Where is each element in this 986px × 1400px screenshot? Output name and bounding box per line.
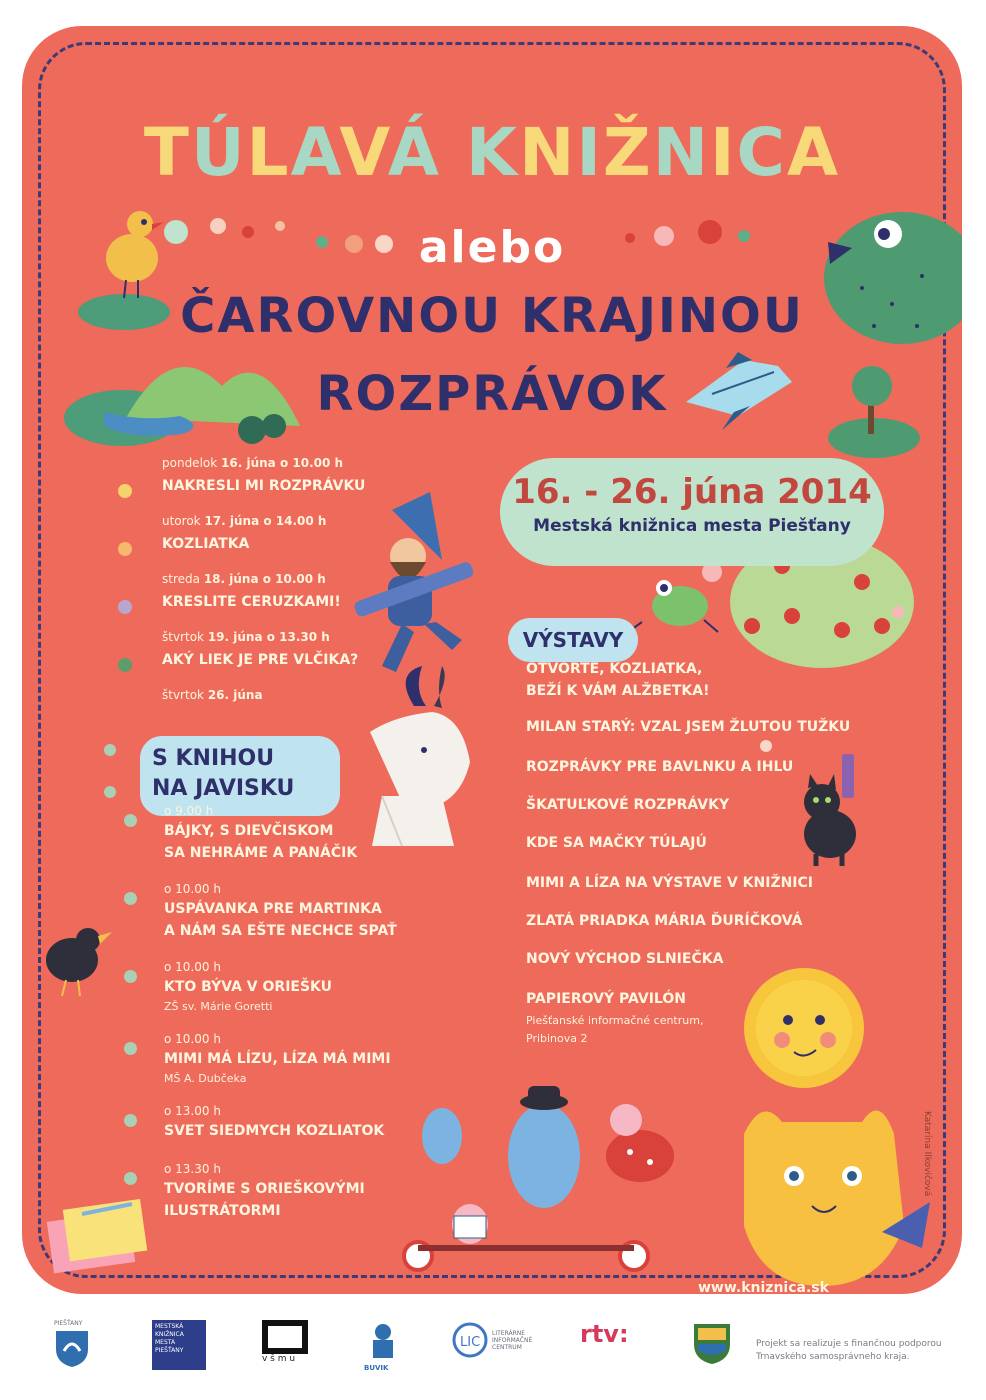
exhibition-item: PAPIEROVÝ PAVILÓN [526, 991, 686, 1007]
schedule-sub: ZŠ sv. Márie Goretti [164, 1000, 273, 1013]
website-link[interactable]: www.kniznica.sk [698, 1280, 829, 1296]
event-date: pondelok 16. júna o 10.00 h [162, 456, 344, 470]
schedule-title: USPÁVANKA PRE MARTINKA [164, 901, 382, 917]
schedule-dot [124, 814, 137, 827]
region-crest-icon [690, 1320, 734, 1368]
sun-icon [744, 968, 864, 1088]
poster [22, 26, 962, 1294]
event-title: AKÝ LIEK JE PRE VLČIKA? [162, 652, 359, 668]
exhibition-item: BEŽÍ K VÁM ALŽBETKA! [526, 683, 710, 699]
event-date: utorok 17. júna o 14.00 h [162, 514, 327, 528]
date-banner [500, 458, 884, 566]
schedule-title: BÁJKY, S DIEVČISKOM [164, 823, 334, 839]
schedule-time: o 13.30 h [164, 1162, 221, 1176]
exhibition-item: OTVORTE, KOZLIATKA, [526, 661, 703, 677]
library-logo-icon: MESTSKÁ KNIŽNICA MESTA PIEŠŤANY [152, 1320, 206, 1370]
schedule-time: o 10.00 h [164, 1032, 221, 1046]
notepad-icon [47, 1199, 147, 1273]
event-title: KRESLITE CERUZKAMI! [162, 594, 341, 610]
schedule-sub: MŠ A. Dubčeka [164, 1072, 247, 1085]
poster-title: TÚLAVÁ KNIŽNICA [143, 114, 841, 191]
lic-logo-icon: LIC LITERÁRNE INFORMAČNÉ CENTRUM [452, 1320, 488, 1364]
schedule-title: KTO BÝVA V ORIEŠKU [164, 979, 333, 995]
event-date: štvrtok 26. júna [162, 688, 263, 702]
schedule-title: MIMI MÁ LÍZU, LÍZA MÁ MIMI [164, 1051, 391, 1067]
subtitle-line-2: ROZPRÁVOK [316, 366, 668, 422]
title-connector: alebo [418, 222, 566, 273]
svg-text:LIC: LIC [460, 1335, 481, 1350]
exhibition-item: NOVÝ VÝCHOD SLNIEČKA [526, 951, 724, 967]
venue: Mestská knižnica mesta Piešťany [533, 516, 851, 536]
rtvs-logo-icon: rtv: [580, 1320, 629, 1348]
city-crest-icon: PIEŠŤANY [52, 1320, 92, 1371]
schedule-dot [124, 1172, 137, 1185]
exhibition-sub: Pribinova 2 [526, 1032, 588, 1045]
event-date: štvrtok 19. júna o 13.30 h [162, 630, 330, 644]
exhibition-item: ROZPRÁVKY PRE BAVLNKU A IHLU [526, 759, 794, 775]
schedule-title: TVORÍME S ORIEŠKOVÝMI [164, 1181, 365, 1197]
event-dot [118, 658, 132, 672]
black-cat-icon [804, 754, 856, 866]
schedule-title: ILUSTRÁTORMI [164, 1203, 281, 1219]
event-dot [118, 600, 132, 614]
schedule-dot [124, 1114, 137, 1127]
exhibition-item: ZLATÁ PRIADKA MÁRIA ĎURÍČKOVÁ [526, 913, 803, 929]
schedule-dot [124, 1042, 137, 1055]
gnome-with-pencil-icon [353, 492, 475, 672]
exhibition-item: KDE SA MAČKY TÚLAJÚ [526, 835, 707, 851]
birds-on-scooter-icon [404, 1086, 674, 1270]
funding-note: Projekt sa realizuje s finančnou podporou Trnavského samosprávneho kraja. [756, 1339, 942, 1362]
schedule-time: o 10.00 h [164, 882, 221, 896]
exhibition-item: MIMI A LÍZA NA VÝSTAVE V KNIŽNICI [526, 875, 813, 891]
schedule-time: o 10.00 h [164, 960, 221, 974]
schedule-time: o 13.00 h [164, 1104, 221, 1118]
yellow-cat-icon [744, 1110, 930, 1286]
illustrator-credit: Katarína Ilkovičová [922, 1111, 932, 1197]
schedule-dot [124, 970, 137, 983]
goat-icon [370, 666, 470, 846]
vsmu-logo-icon: v š m u [262, 1320, 308, 1364]
schedule-dot [124, 892, 137, 905]
event-dot [118, 542, 132, 556]
event-date: streda 18. júna o 10.00 h [162, 572, 326, 586]
exhibition-item: ŠKATUĽKOVÉ ROZPRÁVKY [526, 797, 730, 813]
schedule-title: SVET SIEDMYCH KOZLIATOK [164, 1123, 385, 1139]
frog-icon [628, 580, 718, 632]
black-bird-icon [46, 928, 112, 996]
exhibition-sub: Piešťanské informačné centrum, [526, 1014, 704, 1027]
exhibition-item: MILAN STARÝ: VZAL JSEM ŽLUTOU TUŽKU [526, 719, 851, 735]
event-title: NAKRESLI MI ROZPRÁVKU [162, 478, 366, 494]
exhibitions-heading: VÝSTAVY [508, 618, 638, 662]
date-range: 16. - 26. júna 2014 [512, 472, 872, 512]
event-title: KOZLIATKA [162, 536, 250, 552]
stage-event-label: S KNIHOU NA JAVISKU [140, 736, 340, 816]
event-dot [118, 484, 132, 498]
subtitle-line-1: ČAROVNOU KRAJINOU [180, 288, 804, 344]
schedule-title: SA NEHRÁME A PANÁČIK [164, 845, 358, 861]
schedule-time: o 9.00 h [164, 804, 214, 818]
buvik-logo-icon: BUVIK [364, 1320, 402, 1372]
schedule-title: A NÁM SA EŠTE NECHCE SPAŤ [164, 923, 397, 939]
